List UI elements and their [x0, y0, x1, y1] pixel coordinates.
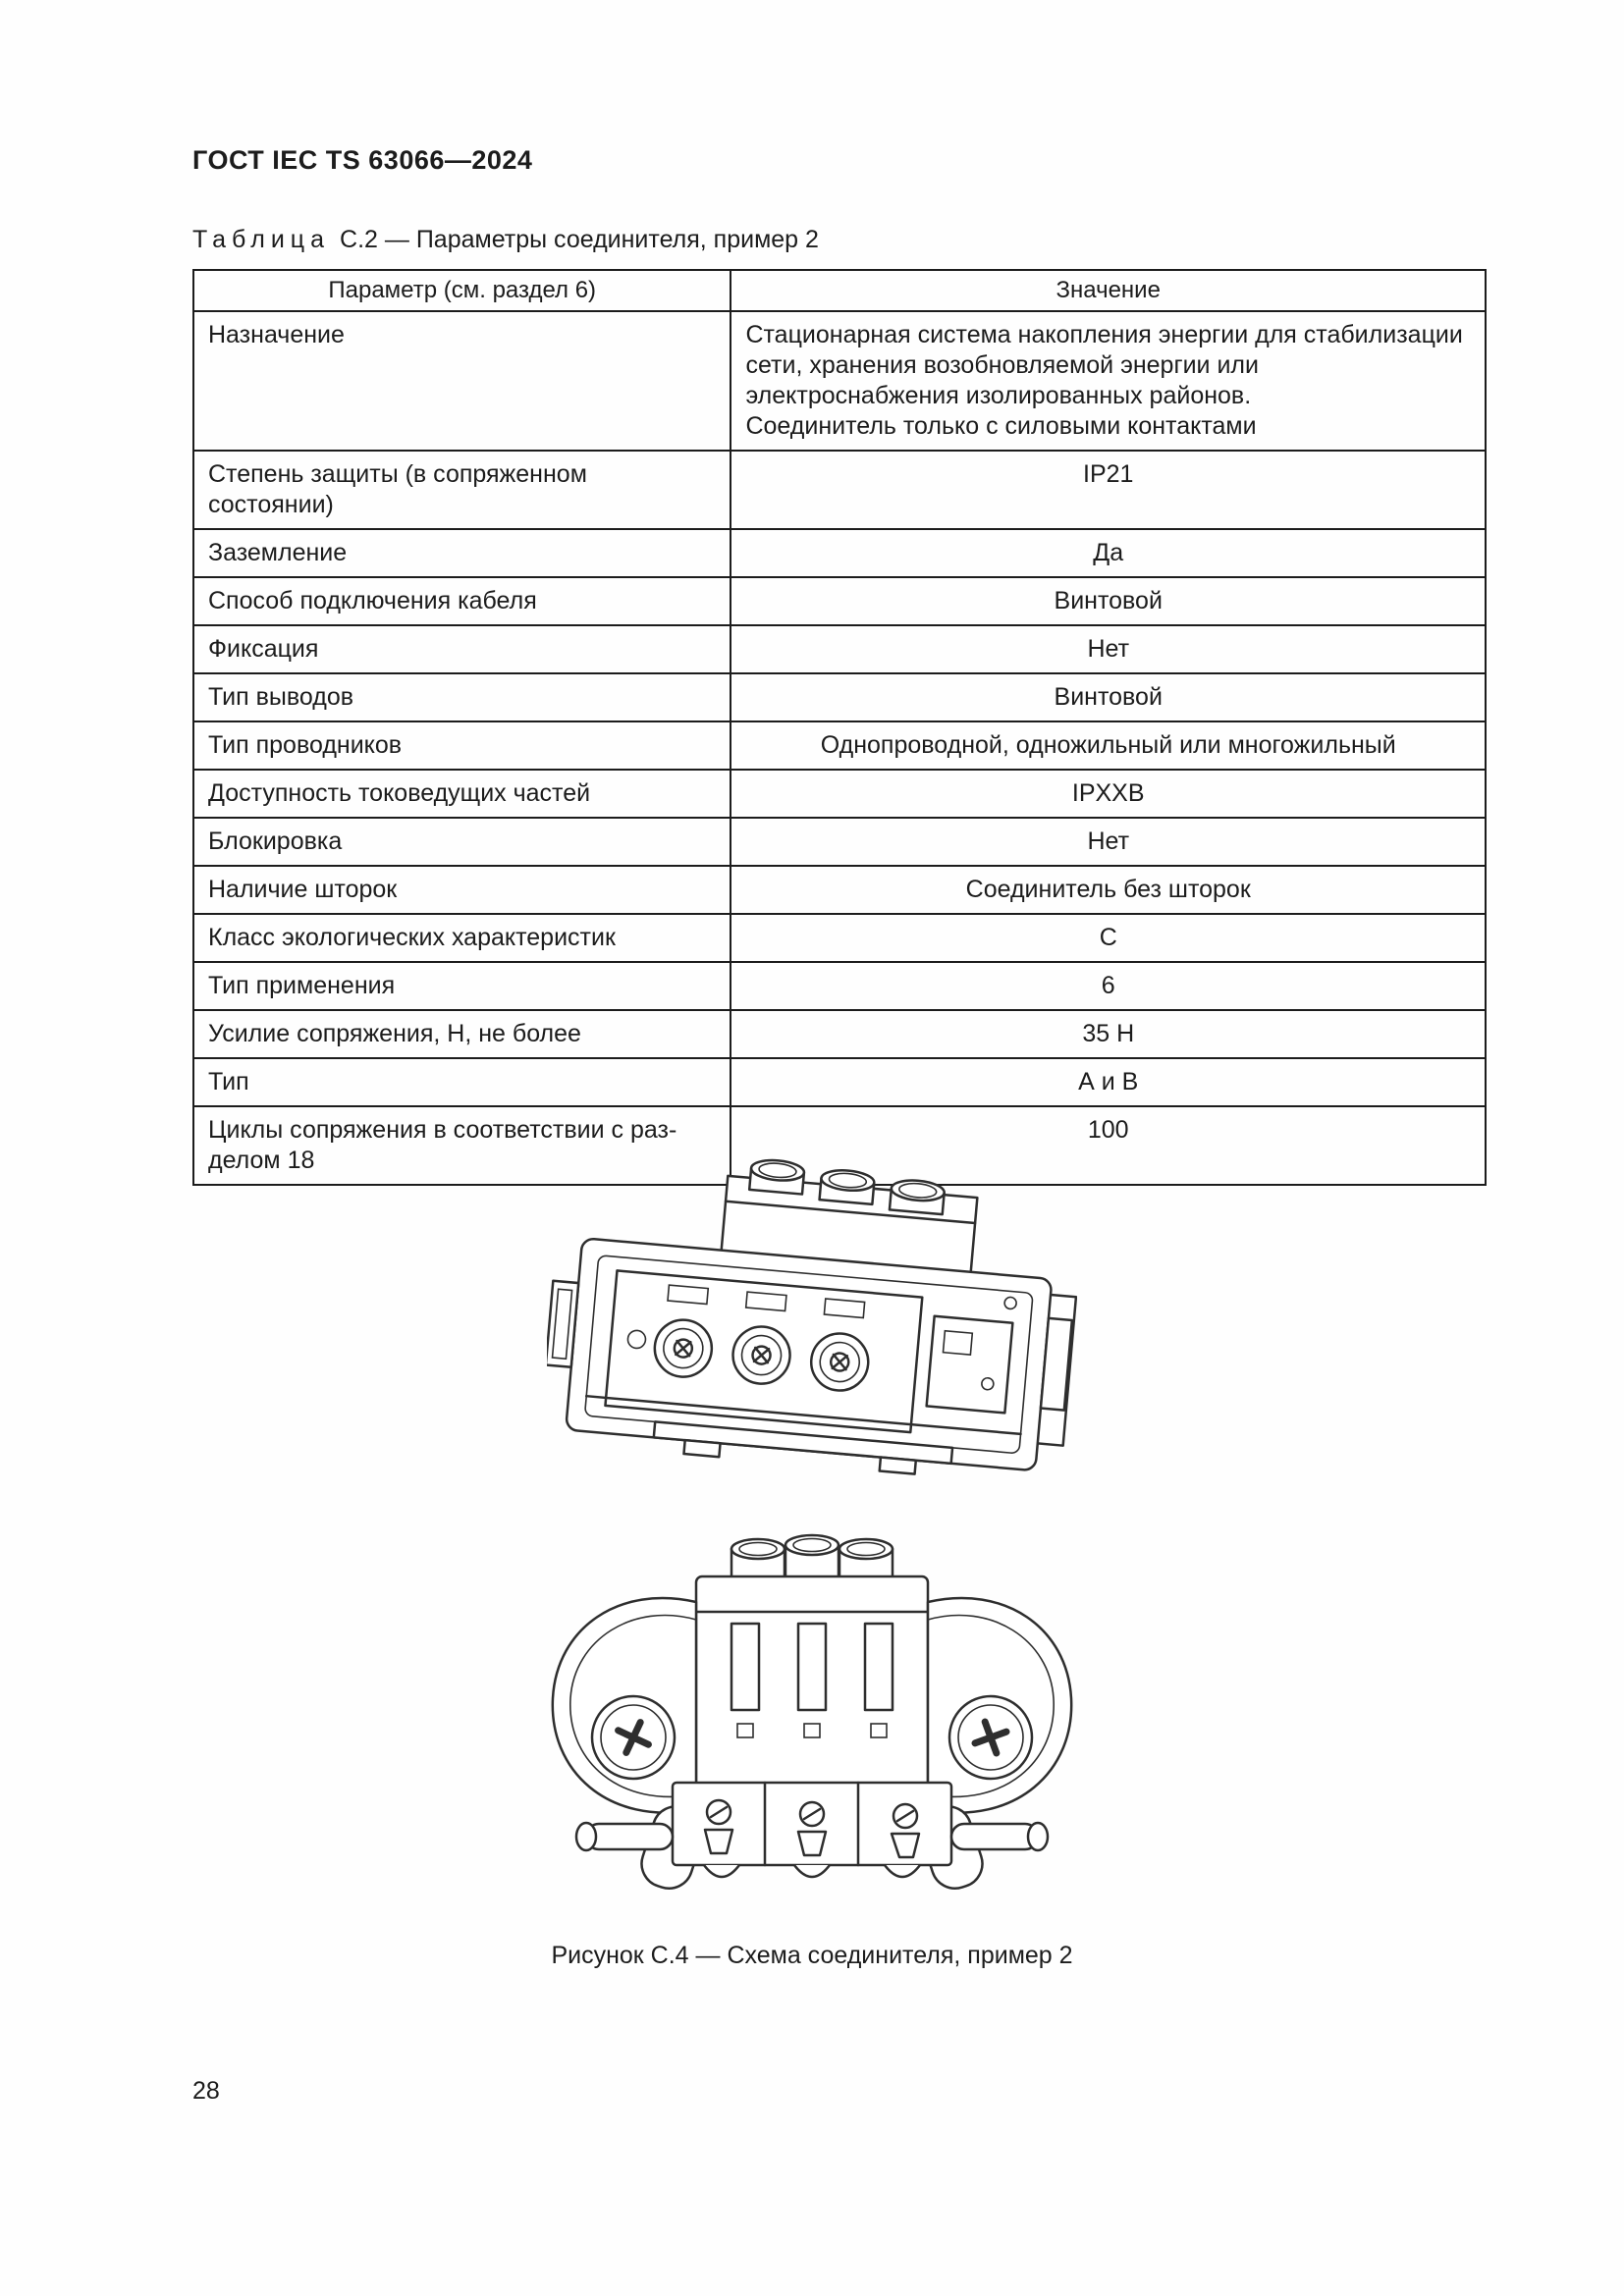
- value-cell: Однопроводной, одножильный или многожильный: [731, 721, 1486, 770]
- table-row: [193, 914, 1486, 962]
- value-cell: Да: [731, 529, 1486, 577]
- parameter-cell: Усилие сопряжения, Н, не более: [193, 1010, 731, 1058]
- bottom-bump: [794, 1865, 830, 1877]
- parameter-cell: Тип выводов: [193, 673, 731, 721]
- value-cell: 35 Н: [731, 1010, 1486, 1058]
- value-cell: Соединитель без шторок: [731, 866, 1486, 914]
- value-cell: 6: [731, 962, 1486, 1010]
- table-row: [193, 818, 1486, 866]
- value-cell: Винтовой: [731, 673, 1486, 721]
- value-cell: Нет: [731, 818, 1486, 866]
- bottom-bump: [885, 1865, 920, 1877]
- table-row: [193, 1058, 1486, 1106]
- parameter-cell: Класс экологических характеристик: [193, 914, 731, 962]
- table-row: [193, 721, 1486, 770]
- table-caption-prefix: Таблица: [192, 226, 331, 253]
- page-number: 28: [192, 2077, 220, 2105]
- table-caption-text: С.2 — Параметры соединителя, пример 2: [340, 226, 819, 253]
- terminal-face: [605, 1270, 922, 1432]
- parameter-cell: Блокировка: [193, 818, 731, 866]
- column-header-parameter: Параметр (см. раздел 6): [193, 270, 731, 311]
- parameter-cell: Циклы сопряжения в соответствии с разделом 18: [193, 1106, 731, 1185]
- parameter-cell: Доступность токоведущих частей: [193, 770, 731, 818]
- value-cell: IPXXB: [731, 770, 1486, 818]
- terminal-block: [673, 1783, 951, 1877]
- table-caption: [192, 226, 819, 254]
- figure-area: [0, 1158, 1624, 1914]
- table-row: [193, 1010, 1486, 1058]
- value-cell: IP21: [731, 451, 1486, 529]
- value-cell: Стационарная система накопления энергии для стабилизации сети, хранения возобновляемой энергии или электроснабжения изолированных районов. Соединитель только с силовыми контактами: [731, 311, 1486, 451]
- parameters-table: [192, 269, 1487, 1186]
- right-fixing-screw: [949, 1696, 1032, 1779]
- table-header-row: [193, 270, 1486, 311]
- parameter-cell: Фиксация: [193, 625, 731, 673]
- parameter-cell: Назначение: [193, 311, 731, 451]
- table-row: [193, 311, 1486, 451]
- connector-drawing-isometric: [547, 1158, 1077, 1523]
- parameter-cell: Способ подключения кабеля: [193, 577, 731, 625]
- value-cell: С: [731, 914, 1486, 962]
- table-row: [193, 962, 1486, 1010]
- table-row: [193, 673, 1486, 721]
- left-guide-pin: [576, 1823, 673, 1850]
- left-fixing-screw: [592, 1696, 675, 1779]
- right-guide-pin: [951, 1823, 1048, 1850]
- bottom-bump: [704, 1865, 739, 1877]
- figure-caption: Рисунок С.4 — Схема соединителя, пример 2: [551, 1942, 1073, 1969]
- value-cell: 100: [731, 1106, 1486, 1185]
- parameter-cell: Тип: [193, 1058, 731, 1106]
- table-row: [193, 866, 1486, 914]
- parameter-cell: Наличие шторок: [193, 866, 731, 914]
- table-row: [193, 451, 1486, 529]
- parameter-cell: Тип применения: [193, 962, 731, 1010]
- value-cell: Нет: [731, 625, 1486, 673]
- table-row: [193, 529, 1486, 577]
- value-cell: Винтовой: [731, 577, 1486, 625]
- table-body: [193, 311, 1486, 1185]
- value-cell: А и В: [731, 1058, 1486, 1106]
- parameter-cell: Степень защиты (в сопряженном состоянии): [193, 451, 731, 529]
- column-header-value: Значение: [731, 270, 1486, 311]
- document-header: ГОСТ IEC TS 63066—2024: [192, 145, 533, 175]
- table-row: [193, 770, 1486, 818]
- connector-drawing-front: [517, 1529, 1107, 1914]
- parameter-cell: Заземление: [193, 529, 731, 577]
- table-row: [193, 577, 1486, 625]
- parameter-cell: Тип проводников: [193, 721, 731, 770]
- table-row: [193, 625, 1486, 673]
